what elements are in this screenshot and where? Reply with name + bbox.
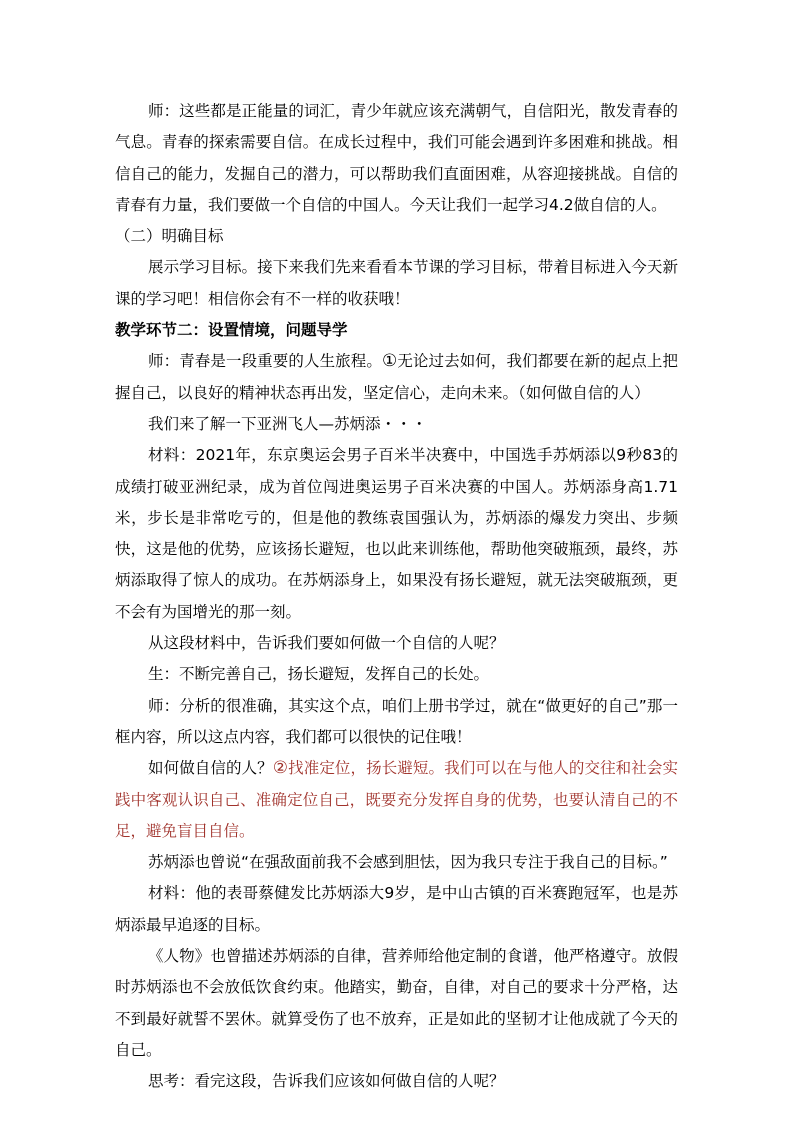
paragraph-quote: 苏炳添也曾说“在强敌面前我不会感到胆怯，因为我只专注于我自己的目标。” [148, 853, 668, 872]
document-page [115, 96, 678, 1098]
text-span: 如何做自信的人？ [148, 759, 273, 778]
paragraph-key-point-2 [115, 753, 678, 847]
text-span: 师：青春是一段重要的人生旅程。 [148, 352, 382, 371]
emphasis-text: 找准定位，扬长避短。我们可以在与他人的交往和社会实践中客观认识自己、准确定位自己，既要充分发挥自身的优势，也要认清自己的不足，避免盲目自信。 [115, 759, 678, 840]
paragraph-think-question: 思考：看完这段，告诉我们应该如何做自信的人呢？ [148, 1072, 505, 1091]
paragraph-student-answer: 生：不断完善自己，扬长避短，发挥自己的长处。 [148, 665, 490, 684]
circled-number-1: ① [381, 351, 398, 372]
paragraph-teacher-intro: 师：这些都是正能量的词汇，青少年就应该充满朝气，自信阳光，散发青春的气息。青春的探索需要自信。在成长过程中，我们可能会遇到许多困难和挑战。相信自己的能力，发掘自己的潜力，可以帮助我们直面困难，从容迎接挑战。自信的青春有力量，我们要做一个自信的中国人。今天让我们一起学习4.2做自信的人。 [115, 102, 678, 214]
paragraph-self-discipline: 《人物》也曾描述苏炳添的自律，营养师给他定制的食谱，他严格遵守。放假时苏炳添也不会放低饮食约束。他踏实，勤奋，自律，对自己的要求十分严格，达不到最好就誓不罢休。就算受伤了也不放弃，正是如此的坚韧才让他成就了今天的自己。 [115, 947, 678, 1059]
paragraph-asian-flyer: 我们来了解一下亚洲飞人—苏炳添・・・ [148, 414, 428, 433]
paragraph-question-1: 从这段材料中，告诉我们要如何做一个自信的人呢？ [148, 634, 505, 653]
circled-number-2: ② [272, 758, 289, 779]
paragraph-teacher-comment: 师：分析的很准确，其实这个点，咱们上册书学过，就在“做更好的自己”那一框内容，所以这点内容，我们都可以很快的记住哦！ [115, 696, 678, 746]
section-title-goals: （二）明确目标 [115, 227, 224, 246]
heading-teaching-step-2: 教学环节二：设置情境，问题导学 [115, 321, 348, 340]
paragraph-youth-journey [115, 346, 678, 409]
paragraph-material-olympics: 材料：2021年，东京奥运会男子百米半决赛中，中国选手苏炳添以9秒83的成绩打破亚洲纪录，成为首位闯进奥运男子百米决赛的中国人。苏炳添身高1.71米，步长是非常吃亏的，但是他的教练袁国强认为，苏炳添的爆发力突出、步频快，这是他的优势，应该扬长避短，也以此来训练他，帮助他突破瓶颈，最终，苏炳添取得了惊人的成功。在苏炳添身上，如果没有扬长避短，就无法突破瓶颈，更不会有为国增光的那一刻。 [115, 446, 678, 621]
paragraph-show-goals: 展示学习目标。接下来我们先来看看本节课的学习目标，带着目标进入今天新课的学习吧！相信你会有不一样的收获哦！ [115, 258, 678, 308]
text-span: 无论过去如何，我们都要在新的起点上把握自己，以良好的精神状态再出发，坚定信心，走向未来。（如何做自信的人） [115, 352, 678, 402]
paragraph-material-cousin: 材料：他的表哥蔡健发比苏炳添大9岁，是中山古镇的百米赛跑冠军，也是苏炳添最早追逐的目标。 [115, 884, 678, 934]
